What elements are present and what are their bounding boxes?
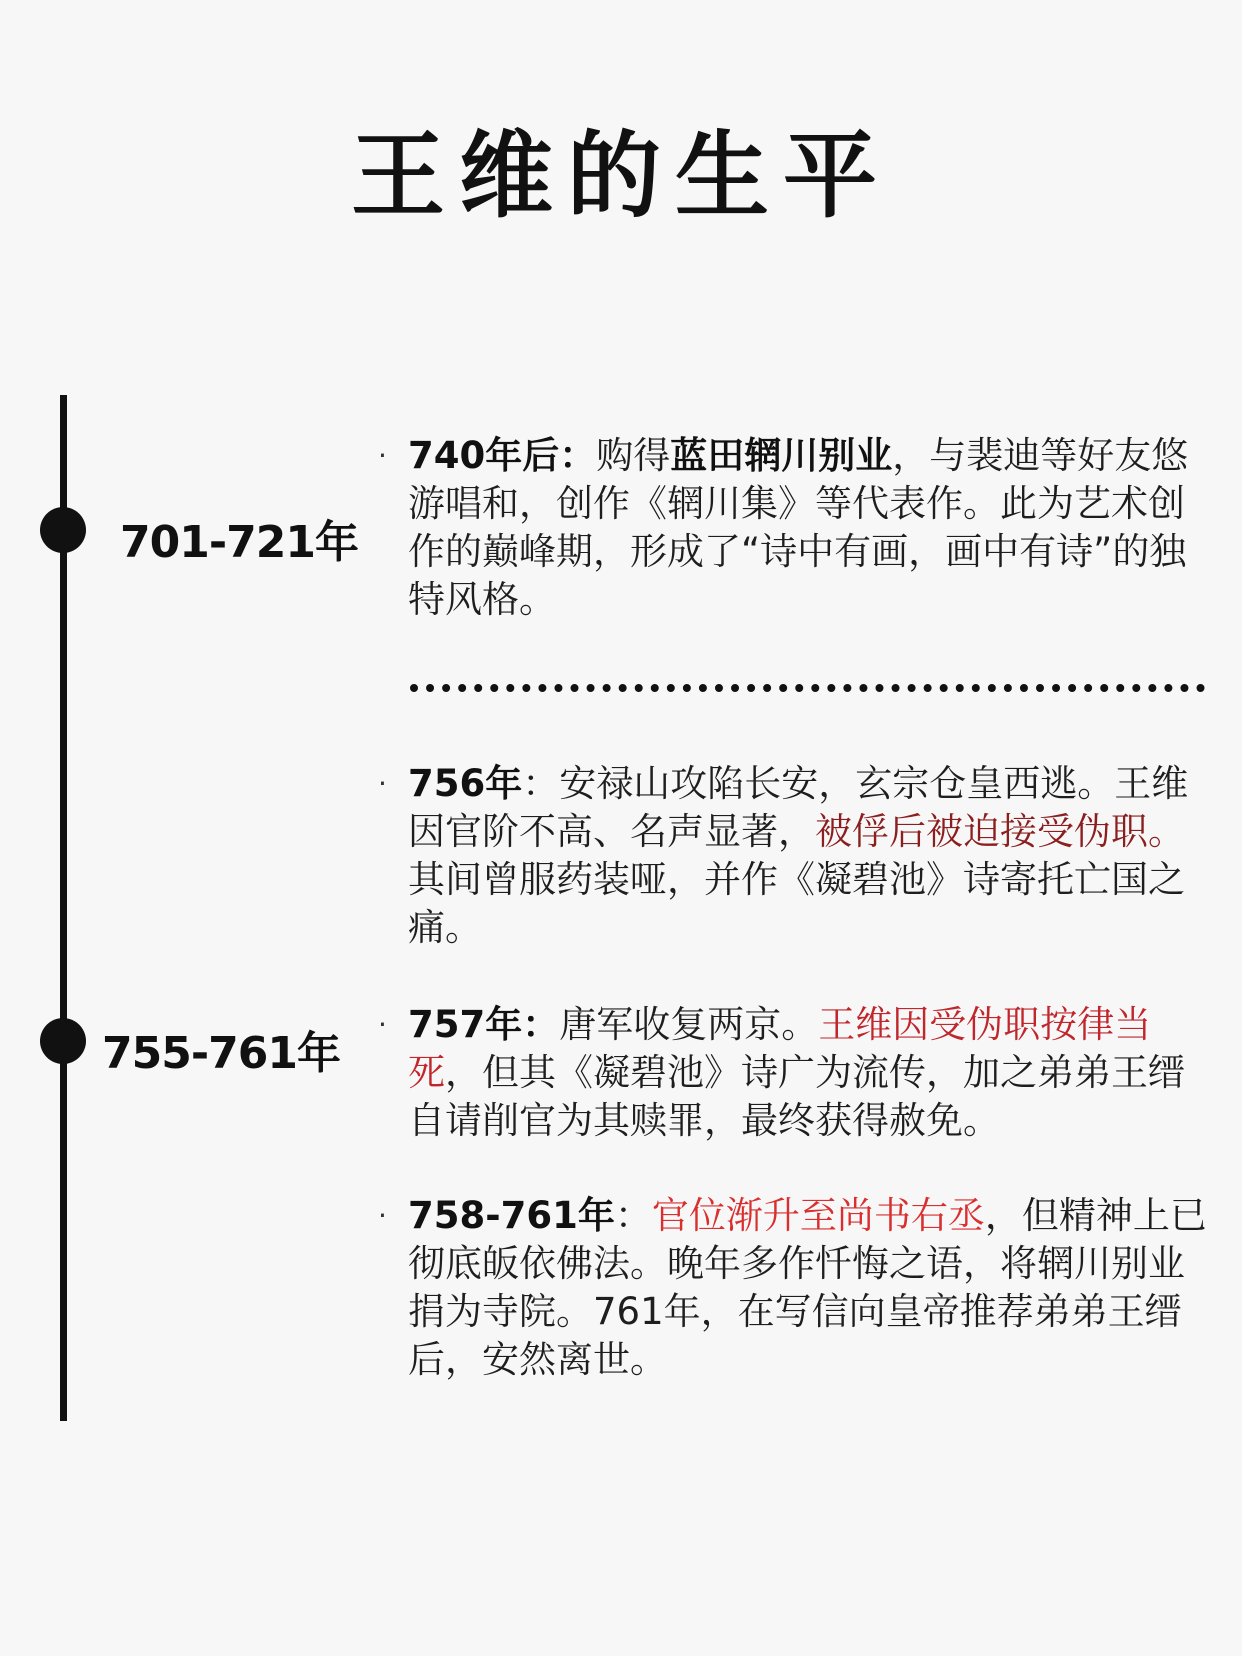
entry-740 [378, 432, 1208, 624]
entry-757 [378, 1001, 1208, 1145]
entry-body: ，但其《凝碧池》诗广为流传，加之弟弟王缙自请削官为其赎罪，最终获得赦免。 [408, 1051, 1185, 1142]
entry-body: 购得 [596, 434, 671, 477]
bullet-marker: · [378, 767, 387, 800]
entry-body: 其间曾服药装哑，并作《凝碧池》诗寄托亡国之痛。 [408, 858, 1185, 949]
entry-highlight: 被俘后被迫接受伪职。 [815, 810, 1185, 853]
entry-highlight: 王维因受伪职按律当死 [408, 1003, 1152, 1094]
entry-colon: ： [522, 1003, 560, 1046]
entry-756 [378, 760, 1208, 952]
period-label-2: 755-761年 [102, 1028, 340, 1079]
entry-year: 740年后 [408, 434, 560, 477]
entry-body: ，但精神上已彻底皈依佛法。晚年多作忏悔之语，将辋川别业捐为寺院。761年，在写信向皇帝推荐弟弟王缙后，安然离世。 [408, 1194, 1207, 1381]
entry-body: ，与裴迪等好友悠游唱和，创作《辋川集》等代表作。此为艺术创作的巅峰期，形成了“诗中有画，画中有诗”的独特风格。 [408, 434, 1189, 621]
bullet-marker: · [378, 1199, 387, 1232]
entry-year: 758-761年 [408, 1194, 615, 1237]
entry-colon: ： [614, 1194, 652, 1237]
dotted-divider [410, 684, 1205, 692]
entry-text [378, 760, 1208, 952]
entry-year: 756年 [408, 762, 523, 805]
bullet-marker: · [378, 1008, 387, 1041]
entry-text [378, 432, 1208, 624]
entry-colon: ： [559, 434, 597, 477]
entry-text [378, 1001, 1208, 1145]
entry-758-761 [378, 1192, 1208, 1384]
entry-bold-text: 蓝田辋川别业 [670, 434, 893, 477]
timeline-dot-1 [40, 507, 86, 553]
bullet-marker: · [378, 439, 387, 472]
period-label-1: 701-721年 [120, 517, 358, 568]
entry-body: 安禄山攻陷长安，玄宗仓皇西逃。王维因官阶不高、名声显著， [408, 762, 1189, 853]
entry-highlight: 官位渐升至尚书右丞 [651, 1194, 985, 1237]
entry-year: 757年 [408, 1003, 523, 1046]
entry-colon: ： [522, 762, 560, 805]
page-title: 王维的生平 [350, 122, 891, 231]
timeline-dot-2 [40, 1018, 86, 1064]
entry-body: 唐军收复两京。 [559, 1003, 819, 1046]
entry-text [378, 1192, 1208, 1384]
